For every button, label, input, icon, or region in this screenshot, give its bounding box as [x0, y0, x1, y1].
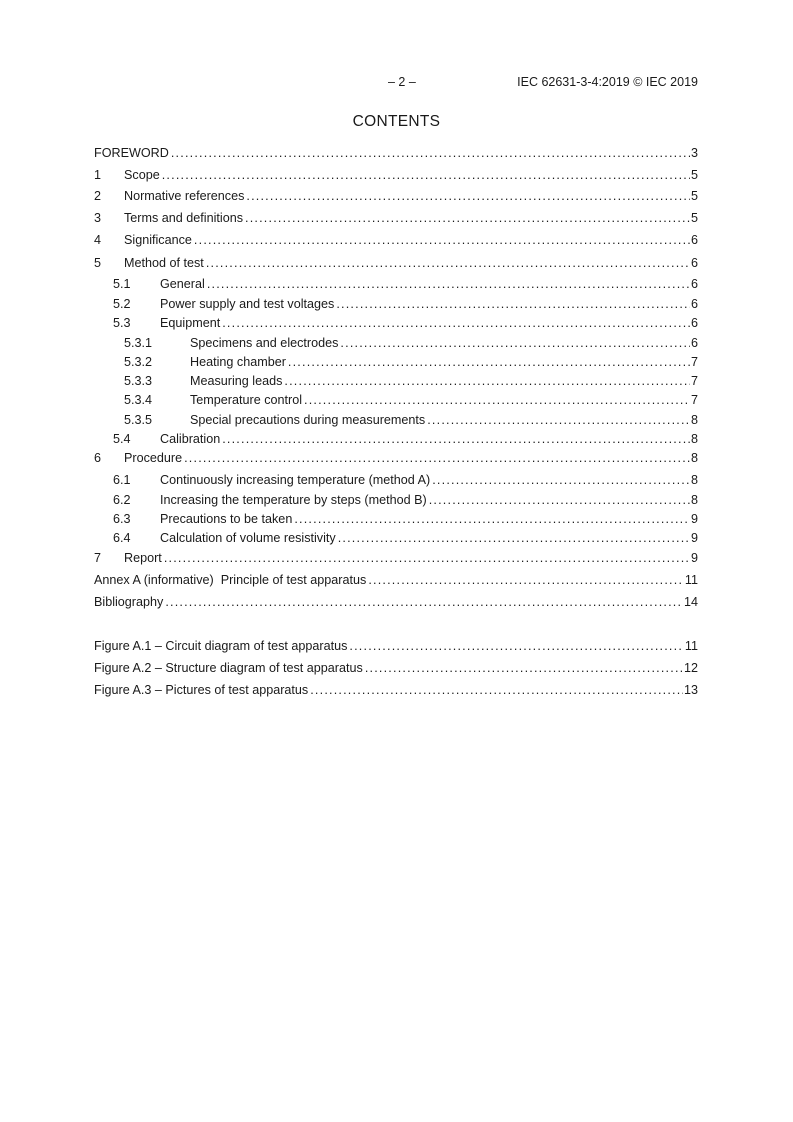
dot-leader — [338, 531, 690, 545]
toc-entry-number: 5.1 — [113, 277, 131, 291]
dot-leader — [432, 473, 690, 487]
toc-entry-title: Power supply and test voltages — [160, 297, 335, 311]
toc-entry-scope[interactable] — [94, 168, 698, 184]
toc-entry-number: 7 — [94, 551, 102, 565]
toc-entry-title: Specimens and electrodes — [190, 336, 339, 350]
dot-leader — [304, 393, 690, 407]
dot-leader — [368, 573, 684, 587]
toc-entry-title: Continuously increasing temperature (method A) — [160, 473, 431, 487]
dot-leader — [162, 168, 690, 182]
toc-entry-title: Calculation of volume resistivity — [160, 531, 336, 545]
dot-leader — [194, 233, 690, 247]
toc-entry-page: 5 — [690, 189, 698, 203]
toc-entry-calibration[interactable] — [94, 432, 698, 448]
dot-leader — [207, 277, 690, 291]
toc-entry-title: General — [160, 277, 205, 291]
toc-entry-page: 14 — [683, 595, 698, 609]
toc-entry-number: 4 — [94, 233, 102, 247]
toc-entry-precautions[interactable] — [94, 512, 698, 528]
page-number: – 2 – — [388, 75, 416, 89]
toc-entry-page: 9 — [690, 512, 698, 526]
toc-entry-title: Temperature control — [190, 393, 302, 407]
toc-entry-page: 8 — [690, 473, 698, 487]
toc-entry-title: Heating chamber — [190, 355, 286, 369]
toc-entry-title: FOREWORD — [94, 146, 169, 160]
toc-entry-heating-chamber[interactable] — [94, 355, 698, 371]
toc-entry-number: 5.2 — [113, 297, 131, 311]
toc-entry-page: 3 — [690, 146, 698, 160]
toc-entry-measuring-leads[interactable] — [94, 374, 698, 390]
toc-entry-title: Method of test — [124, 256, 204, 270]
toc-entry-page: 9 — [690, 531, 698, 545]
toc-entry-number: 5.3 — [113, 316, 131, 330]
toc-entry-page: 7 — [690, 393, 698, 407]
toc-entry-general[interactable] — [94, 277, 698, 293]
page-header — [94, 75, 698, 93]
toc-entry-title: Procedure — [124, 451, 183, 465]
figure-entry-page: 11 — [684, 639, 698, 653]
toc-entry-temperature-control[interactable] — [94, 393, 698, 409]
dot-leader — [336, 297, 690, 311]
toc-entry-number: 3 — [94, 211, 102, 225]
dot-leader — [206, 256, 690, 270]
dot-leader — [294, 512, 690, 526]
dot-leader — [222, 432, 690, 446]
toc-entry-annex-a[interactable] — [94, 573, 698, 589]
toc-entry-page: 5 — [690, 211, 698, 225]
toc-entry-title: Measuring leads — [190, 374, 283, 388]
toc-entry-title: Terms and definitions — [124, 211, 244, 225]
toc-entry-title: Annex A (informative) Principle of test apparatus — [94, 573, 367, 587]
toc-entry-significance[interactable] — [94, 233, 698, 249]
document-reference: IEC 62631-3-4:2019 © IEC 2019 — [517, 75, 698, 89]
toc-entry-number: 5.4 — [113, 432, 131, 446]
figure-entry-title: Figure A.1 – Circuit diagram of test apparatus — [94, 639, 348, 653]
toc-entry-equipment[interactable] — [94, 316, 698, 332]
toc-entry-number: 5.3.5 — [124, 413, 153, 427]
dot-leader — [171, 146, 690, 160]
dot-leader — [427, 413, 690, 427]
toc-entry-special-precautions[interactable] — [94, 413, 698, 429]
dot-leader — [340, 336, 690, 350]
toc-entry-number: 5.3.1 — [124, 336, 153, 350]
toc-entry-page: 5 — [690, 168, 698, 182]
toc-entry-bibliography[interactable] — [94, 595, 698, 611]
toc-entry-page: 8 — [690, 432, 698, 446]
figure-entry-page: 12 — [683, 661, 698, 675]
toc-entry-title: Report — [124, 551, 162, 565]
dot-leader — [165, 595, 683, 609]
toc-entry-title: Significance — [124, 233, 192, 247]
toc-entry-specimens[interactable] — [94, 336, 698, 352]
toc-entry-method-b[interactable] — [94, 493, 698, 509]
toc-entry-number: 6.1 — [113, 473, 131, 487]
toc-entry-title: Precautions to be taken — [160, 512, 293, 526]
toc-entry-title: Bibliography — [94, 595, 164, 609]
toc-entry-number: 6 — [94, 451, 102, 465]
toc-entry-number: 5.3.4 — [124, 393, 153, 407]
toc-entry-page: 8 — [690, 413, 698, 427]
dot-leader — [245, 211, 690, 225]
figure-entry-a3[interactable] — [94, 683, 698, 699]
contents-title: CONTENTS — [352, 113, 441, 130]
toc-entry-page: 7 — [690, 355, 698, 369]
toc-entry-title: Equipment — [160, 316, 221, 330]
dot-leader — [349, 639, 684, 653]
toc-entry-report[interactable] — [94, 551, 698, 567]
toc-entry-foreword[interactable] — [94, 146, 698, 162]
toc-entry-number: 1 — [94, 168, 102, 182]
toc-entry-terms-and-definitions[interactable] — [94, 211, 698, 227]
dot-leader — [284, 374, 690, 388]
figure-entry-title: Figure A.2 – Structure diagram of test apparatus — [94, 661, 363, 675]
dot-leader — [184, 451, 690, 465]
dot-leader — [222, 316, 690, 330]
toc-entry-page: 11 — [684, 573, 698, 587]
toc-entry-title: Special precautions during measurements — [190, 413, 426, 427]
toc-entry-page: 6 — [690, 297, 698, 311]
toc-entry-page: 9 — [690, 551, 698, 565]
toc-entry-page: 6 — [690, 277, 698, 291]
toc-entry-number: 2 — [94, 189, 102, 203]
toc-entry-method-of-test[interactable] — [94, 256, 698, 272]
toc-entry-title: Scope — [124, 168, 160, 182]
toc-entry-page: 6 — [690, 336, 698, 350]
toc-entry-title: Calibration — [160, 432, 221, 446]
dot-leader — [246, 189, 690, 203]
figure-entry-title: Figure A.3 – Pictures of test apparatus — [94, 683, 309, 697]
toc-entry-calculation[interactable] — [94, 531, 698, 547]
toc-entry-number: 5.3.3 — [124, 374, 153, 388]
toc-entry-power-supply[interactable] — [94, 297, 698, 313]
dot-leader — [429, 493, 690, 507]
toc-entry-number: 5 — [94, 256, 102, 270]
toc-entry-page: 7 — [690, 374, 698, 388]
toc-entry-page: 6 — [690, 316, 698, 330]
toc-entry-page: 6 — [690, 256, 698, 270]
toc-entry-page: 6 — [690, 233, 698, 247]
dot-leader — [288, 355, 690, 369]
toc-entry-procedure[interactable] — [94, 451, 698, 467]
toc-entry-title: Increasing the temperature by steps (method B) — [160, 493, 427, 507]
toc-entry-number: 5.3.2 — [124, 355, 153, 369]
toc-entry-page: 8 — [690, 493, 698, 507]
toc-entry-method-a[interactable] — [94, 473, 698, 489]
toc-entry-number: 6.3 — [113, 512, 131, 526]
toc-entry-number: 6.2 — [113, 493, 131, 507]
figure-entry-page: 13 — [683, 683, 698, 697]
figure-entry-a1[interactable] — [94, 639, 698, 655]
toc-entry-title: Normative references — [124, 189, 245, 203]
toc-entry-normative-references[interactable] — [94, 189, 698, 205]
dot-leader — [310, 683, 683, 697]
dot-leader — [164, 551, 690, 565]
toc-entry-page: 8 — [690, 451, 698, 465]
figure-entry-a2[interactable] — [94, 661, 698, 677]
toc-entry-number: 6.4 — [113, 531, 131, 545]
dot-leader — [365, 661, 683, 675]
